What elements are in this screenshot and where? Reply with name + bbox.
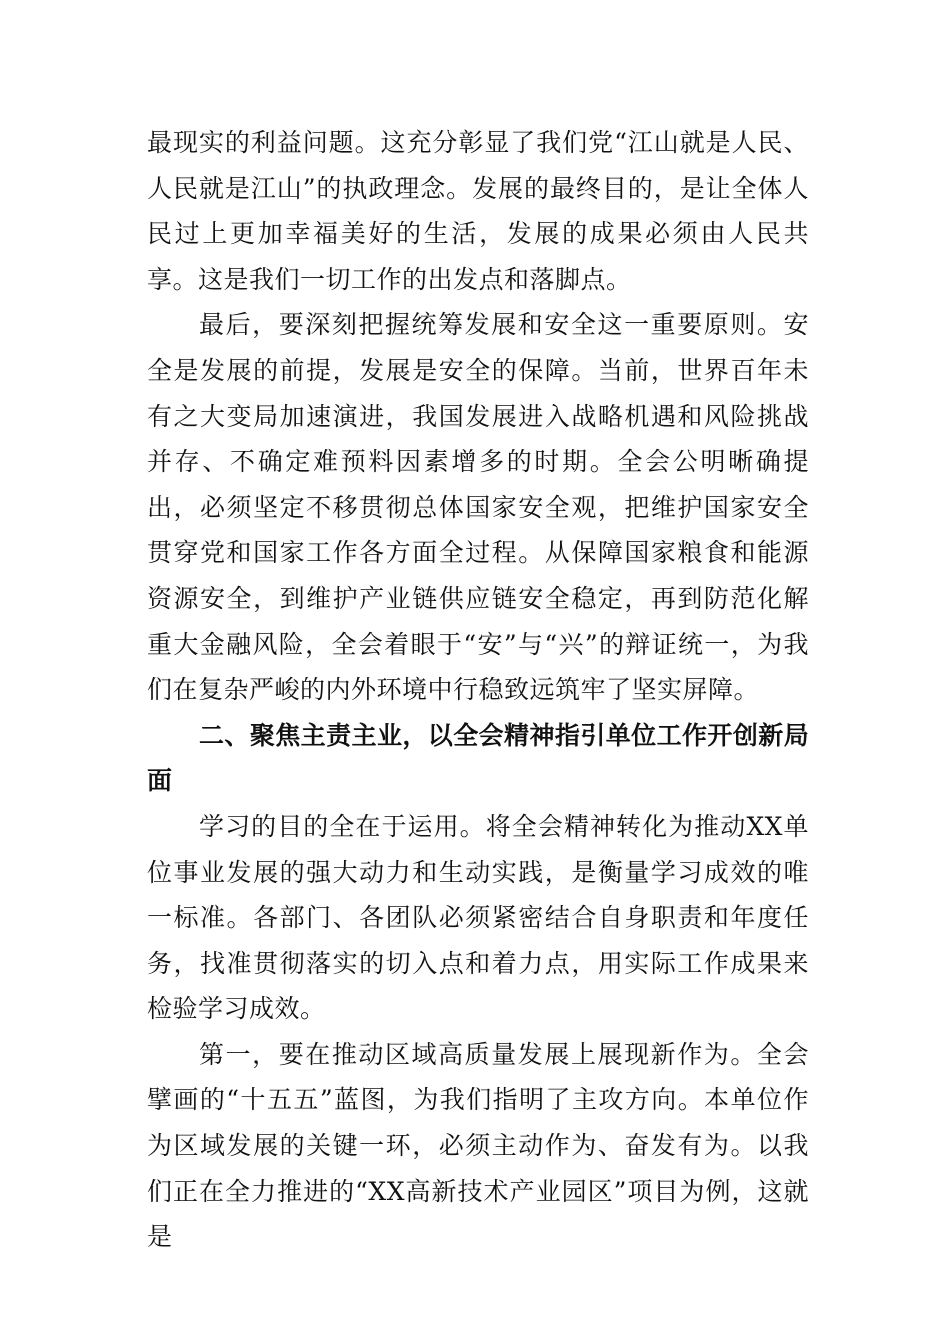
paragraph-continuation: 最现实的利益问题。这充分彰显了我们党“江山就是人民、人民就是江山”的执政理念。发展的最终目的，是让全体人民过上更加幸福美好的生活，发展的成果必须由人民共享。这是我们一切工作的出发点和落脚点。 [147, 128, 809, 294]
document-body [147, 120, 809, 1260]
paragraph-first-point: 第一，要在推动区域高质量发展上展现新作为。全会擘画的“十五五”蓝图，为我们指明了主攻方向。本单位作为区域发展的关键一环，必须主动作为、奋发有为。以我们正在全力推进的“XX高新技术产业园区”项目为例，这就是 [147, 1039, 809, 1252]
paragraph-learning-purpose: 学习的目的全在于运用。将全会精神转化为推动XX单位事业发展的强大动力和生动实践，是衡量学习成效的唯一标准。各部门、各团队必须紧密结合自身职责和年度任务，找准贯彻落实的切入点和着力点，用实际工作成果来检验学习成效。 [147, 811, 809, 1024]
paragraph-development-and-security: 最后，要深刻把握统筹发展和安全这一重要原则。安全是发展的前提，发展是安全的保障。当前，世界百年未有之大变局加速演进，我国发展进入战略机遇和风险挑战并存、不确定难预料因素增多的时期。全会公明晰确提出，必须坚定不移贯彻总体国家安全观，把维护国家安全贯穿党和国家工作各方面全过程。从保障国家粮食和能源资源安全，到维护产业链供应链安全稳定，再到防范化解重大金融风险，全会着眼于“安”与“兴”的辩证统一，为我们在复杂严峻的内外环境中行稳致远筑牢了坚实屏障。 [147, 310, 809, 705]
section-heading: 二、聚焦主责主业，以全会精神指引单位工作开创新局面 [147, 720, 809, 796]
